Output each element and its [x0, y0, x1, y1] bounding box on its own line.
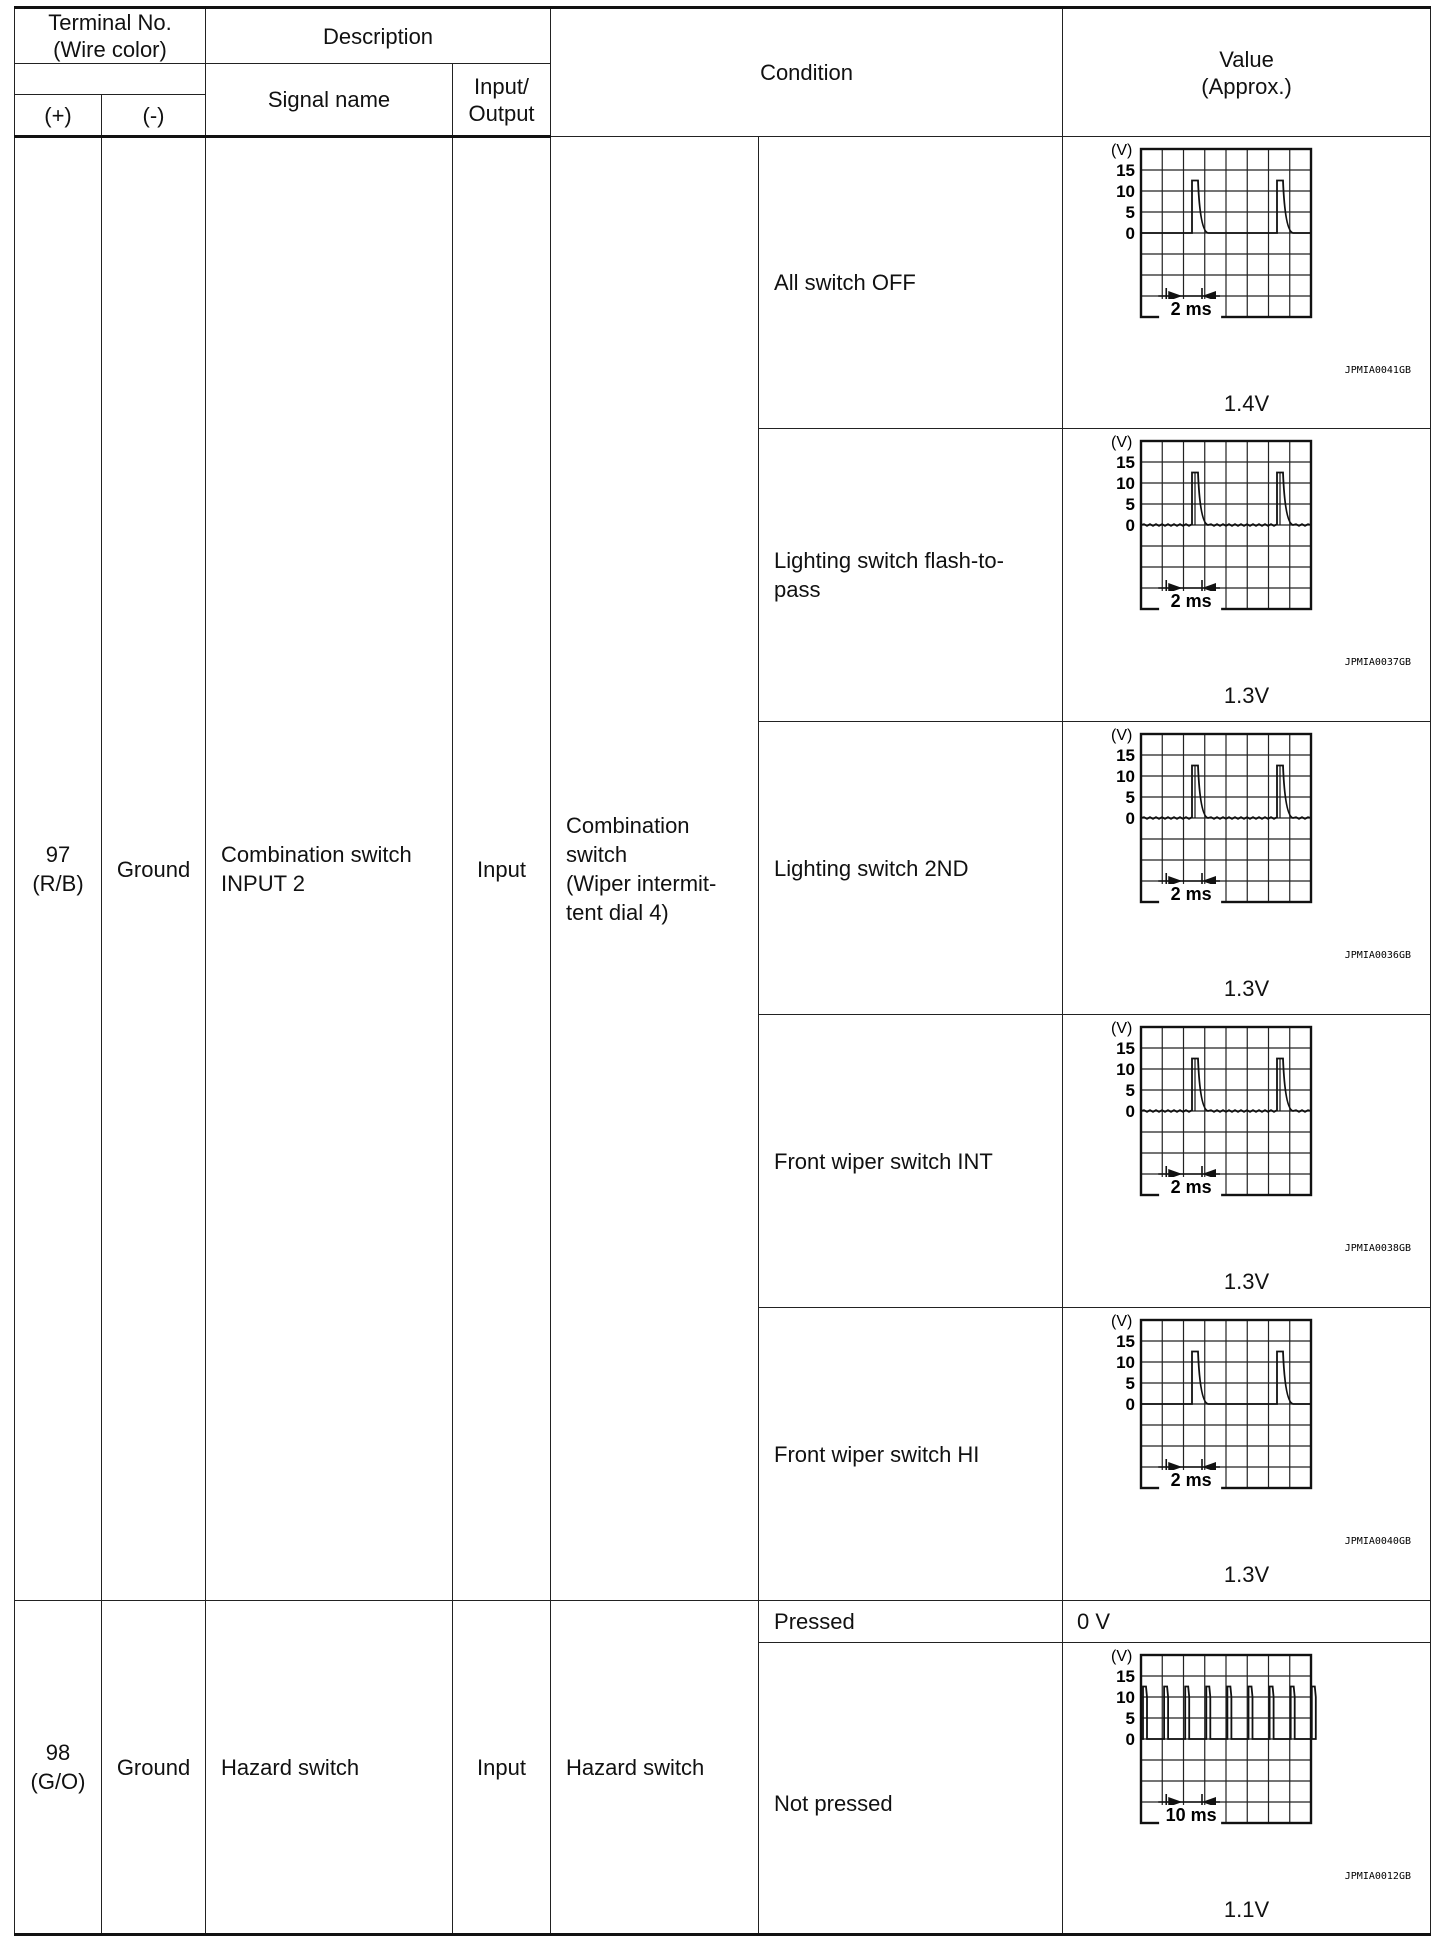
condition-header: Condition — [551, 8, 1063, 137]
y-tick-label: 10 — [1116, 474, 1136, 493]
oscilloscope-waveform — [1063, 1015, 1431, 1269]
time-scale-label: 2 ms — [1170, 1177, 1212, 1197]
y-tick-label: 0 — [1125, 1395, 1136, 1414]
y-tick-label: 5 — [1125, 495, 1136, 514]
value-voltage: 1.3V — [1223, 976, 1270, 1001]
oscilloscope-waveform — [1063, 722, 1431, 976]
sub-condition: Lighting switch flash-to- pass — [759, 429, 1063, 722]
waveform-figure — [1063, 137, 1430, 425]
terminal-minus-98: Ground — [102, 1601, 206, 1935]
io-header: Input/ Output — [453, 64, 551, 137]
value-cell — [1063, 1015, 1431, 1308]
signal-name-97: Combination switch INPUT 2 — [206, 137, 453, 1601]
terminal-spec-table — [14, 6, 1431, 1936]
oscilloscope-waveform — [1063, 1308, 1431, 1562]
oscilloscope-waveform — [1063, 1643, 1431, 1897]
y-tick-label: 10 — [1116, 182, 1136, 201]
time-scale-label: 2 ms — [1170, 1470, 1212, 1490]
plus-header: (+) — [15, 95, 102, 137]
waveform-figure — [1063, 1643, 1430, 1931]
waveform-figure — [1063, 722, 1430, 1010]
value-voltage: 1.3V — [1223, 1269, 1270, 1294]
terminal-no-header: Terminal No. (Wire color) — [15, 8, 206, 64]
oscilloscope-waveform — [1063, 429, 1431, 683]
y-unit-label: (V) — [1111, 727, 1133, 744]
y-unit-label: (V) — [1111, 434, 1133, 451]
y-tick-label: 15 — [1116, 1332, 1136, 1351]
sub-condition: Front wiper switch INT — [759, 1015, 1063, 1308]
figure-code: JPMIA0040GB — [1344, 1536, 1412, 1547]
terminal-plus-97: 97 (R/B) — [15, 137, 102, 1601]
sub-condition: Front wiper switch HI — [759, 1308, 1063, 1601]
y-tick-label: 10 — [1116, 1353, 1136, 1372]
y-unit-label: (V) — [1111, 1020, 1133, 1037]
waveform-figure — [1063, 1308, 1430, 1596]
y-tick-label: 15 — [1116, 1039, 1136, 1058]
y-tick-label: 0 — [1125, 1102, 1136, 1121]
sub-condition: All switch OFF — [759, 137, 1063, 429]
time-scale-label: 2 ms — [1170, 884, 1212, 904]
waveform-figure — [1063, 429, 1430, 717]
value-cell — [1063, 1308, 1431, 1601]
condition-97: Combination switch (Wiper intermit- tent dial 4) — [551, 137, 759, 1601]
figure-code: JPMIA0038GB — [1344, 1243, 1412, 1254]
io-98: Input — [453, 1601, 551, 1935]
y-tick-label: 5 — [1125, 788, 1136, 807]
sub-condition-pressed: Pressed — [759, 1601, 1063, 1643]
terminal-minus-97: Ground — [102, 137, 206, 1601]
oscilloscope-waveform — [1063, 137, 1431, 391]
y-tick-label: 0 — [1125, 224, 1136, 243]
value-pressed: 0 V — [1063, 1601, 1431, 1643]
value-cell — [1063, 429, 1431, 722]
y-tick-label: 15 — [1116, 746, 1136, 765]
figure-code: JPMIA0041GB — [1344, 365, 1412, 376]
signal-name-98: Hazard switch — [206, 1601, 453, 1935]
time-scale-label: 2 ms — [1170, 299, 1212, 319]
value-header: Value (Approx.) — [1063, 8, 1431, 137]
y-unit-label: (V) — [1111, 142, 1133, 159]
description-header: Description — [206, 8, 551, 64]
y-tick-label: 5 — [1125, 203, 1136, 222]
value-cell — [1063, 137, 1431, 429]
sub-condition-not-pressed: Not pressed — [759, 1643, 1063, 1935]
figure-code: JPMIA0012GB — [1344, 1871, 1412, 1882]
y-tick-label: 0 — [1125, 1730, 1136, 1749]
waveform-figure — [1063, 1015, 1430, 1303]
time-scale-label: 10 ms — [1165, 1805, 1217, 1825]
value-voltage: 1.1V — [1223, 1897, 1270, 1922]
value-cell — [1063, 1643, 1431, 1935]
y-unit-label: (V) — [1111, 1648, 1133, 1665]
terminal-plus-98: 98 (G/O) — [15, 1601, 102, 1935]
y-tick-label: 10 — [1116, 767, 1136, 786]
y-tick-label: 0 — [1125, 516, 1136, 535]
sub-condition: Lighting switch 2ND — [759, 722, 1063, 1015]
value-voltage: 1.3V — [1223, 1562, 1270, 1587]
value-cell — [1063, 722, 1431, 1015]
signal-name-header: Signal name — [206, 64, 453, 137]
y-tick-label: 15 — [1116, 453, 1136, 472]
y-tick-label: 15 — [1116, 1667, 1136, 1686]
y-tick-label: 15 — [1116, 161, 1136, 180]
y-tick-label: 10 — [1116, 1060, 1136, 1079]
terminal-no-spacer — [15, 64, 206, 95]
y-tick-label: 10 — [1116, 1688, 1136, 1707]
y-tick-label: 5 — [1125, 1709, 1136, 1728]
figure-code: JPMIA0036GB — [1344, 950, 1412, 961]
y-tick-label: 5 — [1125, 1374, 1136, 1393]
y-unit-label: (V) — [1111, 1313, 1133, 1330]
value-voltage: 1.4V — [1223, 391, 1270, 416]
value-voltage: 1.3V — [1223, 683, 1270, 708]
condition-98: Hazard switch — [551, 1601, 759, 1935]
minus-header: (-) — [102, 95, 206, 137]
figure-code: JPMIA0037GB — [1344, 657, 1412, 668]
y-tick-label: 5 — [1125, 1081, 1136, 1100]
y-tick-label: 0 — [1125, 809, 1136, 828]
io-97: Input — [453, 137, 551, 1601]
time-scale-label: 2 ms — [1170, 591, 1212, 611]
